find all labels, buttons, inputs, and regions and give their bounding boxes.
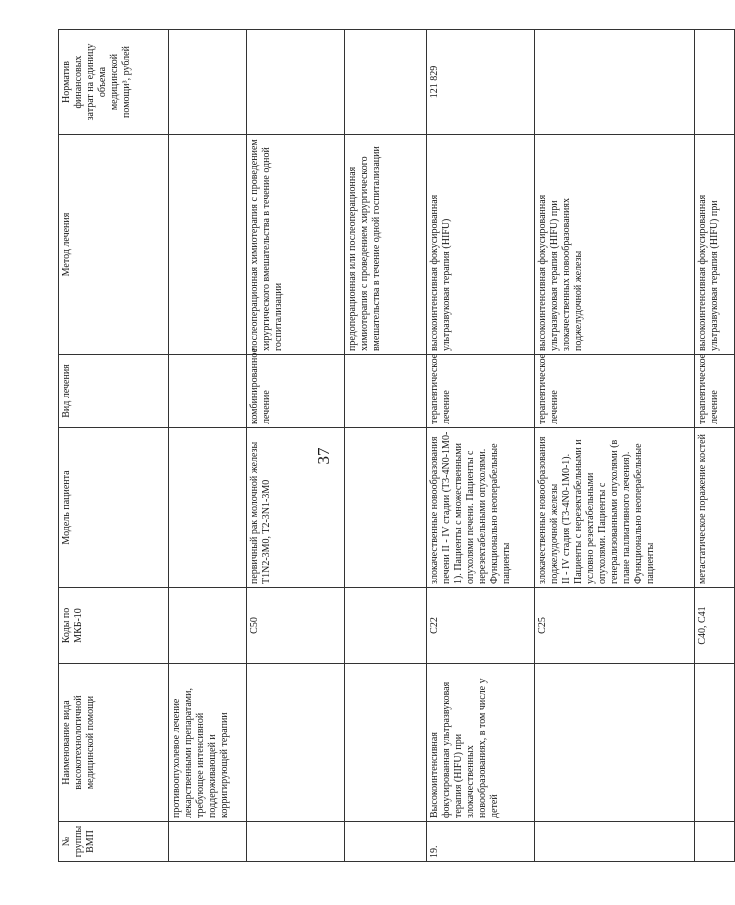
cell-icd10-codes: C25 [535, 588, 695, 664]
header-treatment-method: Метод лечения [59, 135, 169, 355]
cell-patient-model: метастатическое поражение костей [695, 428, 735, 588]
cell-vmp-type [695, 664, 735, 822]
cell-vmp-type [535, 664, 695, 822]
cell-treatment-type: комбинированное лечение [247, 355, 345, 428]
cell-cost-norm [695, 30, 735, 135]
cell-group-number [169, 822, 247, 862]
header-group-number: № группы ВМП [59, 822, 169, 862]
cell-vmp-type: противоопухолевое лечение лекарственными препаратами, требующее интенсивной поддерживающей и корригирующей терапии [169, 664, 247, 822]
cell-treatment-type: терапевтическое лечение [427, 355, 535, 428]
cell-cost-norm [345, 30, 427, 135]
cell-treatment-type: терапевтическое лечение [535, 355, 695, 428]
cell-group-number [535, 822, 695, 862]
header-vmp-type: Наименование вида высокотехнологичной медицинской помощи [59, 664, 169, 822]
page-number: 37 [314, 447, 333, 465]
header-cost-norm: Норматив финансовых затрат на единицу объема медицинской помощи³, рублей [59, 30, 169, 135]
cell-treatment-type [345, 355, 427, 428]
cell-icd10-codes: C22 [427, 588, 535, 664]
rotated-table-container [58, 30, 720, 862]
cell-treatment-method: предоперационная или послеоперационная химиотерапия с проведением хирургического вмешательства в течение одной госпитализации [345, 135, 427, 355]
table-row [169, 30, 247, 862]
cell-group-number [345, 822, 427, 862]
header-patient-model: Модель пациента [59, 428, 169, 588]
header-treatment-type: Вид лечения [59, 355, 169, 428]
cell-treatment-method: высокоинтенсивная фокусированная ультразвуковая терапия (HIFU) при [695, 135, 735, 355]
header-row [59, 30, 169, 862]
table-row [427, 30, 535, 862]
cell-treatment-type [169, 355, 247, 428]
cell-group-number: 19. [427, 822, 535, 862]
cell-treatment-method [169, 135, 247, 355]
cell-vmp-type [345, 664, 427, 822]
cell-group-number [247, 822, 345, 862]
cell-icd10-codes: C40, C41 [695, 588, 735, 664]
header-icd10-codes: Коды по МКБ-10 [59, 588, 169, 664]
cell-treatment-method: послеоперационная химиотерапия с проведением хирургического вмешательства в течение одной госпитализации [247, 135, 345, 355]
table-row [695, 30, 735, 862]
vmp-table [58, 29, 735, 862]
cell-treatment-method: высокоинтенсивная фокусированная ультразвуковая терапия (HIFU) при злокачественных новообразованиях поджелудочной железы [535, 135, 695, 355]
cell-icd10-codes [169, 588, 247, 664]
table-row [535, 30, 695, 862]
cell-cost-norm [169, 30, 247, 135]
cell-treatment-type: терапевтическое лечение [695, 355, 735, 428]
cell-patient-model: злокачественные новообразования поджелудочной железы II - IV стадия (T3-4N0-1M0-1). Пациенты с нерезектабельными и условно резектабельными опухолями. Пациенты с генерализованными опухолями (в плане паллиативного лечения). Функционально неоперабельные пациенты [535, 428, 695, 588]
cell-treatment-method: высокоинтенсивная фокусированная ультразвуковая терапия (HIFU) [427, 135, 535, 355]
cell-icd10-codes: C50 [247, 588, 345, 664]
cell-vmp-type [247, 664, 345, 822]
cell-patient-model: злокачественные новообразования печени II - IV стадии (T3-4N0-1M0-1). Пациенты с множественными опухолями печени. Пациенты с нерезектабельными опухолями. Функционально неоперабельные пациенты [427, 428, 535, 588]
table-row [345, 30, 427, 862]
cell-cost-norm [247, 30, 345, 135]
cell-cost-norm: 121 829 [427, 30, 535, 135]
cell-icd10-codes [345, 588, 427, 664]
cell-patient-model [169, 428, 247, 588]
cell-cost-norm [535, 30, 695, 135]
cell-patient-model [345, 428, 427, 588]
cell-patient-model: первичный рак молочной железы T1N2-3M0, T2-3N1-3M0 [247, 428, 345, 588]
table-row [247, 30, 345, 862]
cell-group-number [695, 822, 735, 862]
cell-vmp-type: Высокоинтенсивная фокусированная ультразвуковая терапия (HIFU) при злокачественных новообразованиях, в том числе у детей [427, 664, 535, 822]
